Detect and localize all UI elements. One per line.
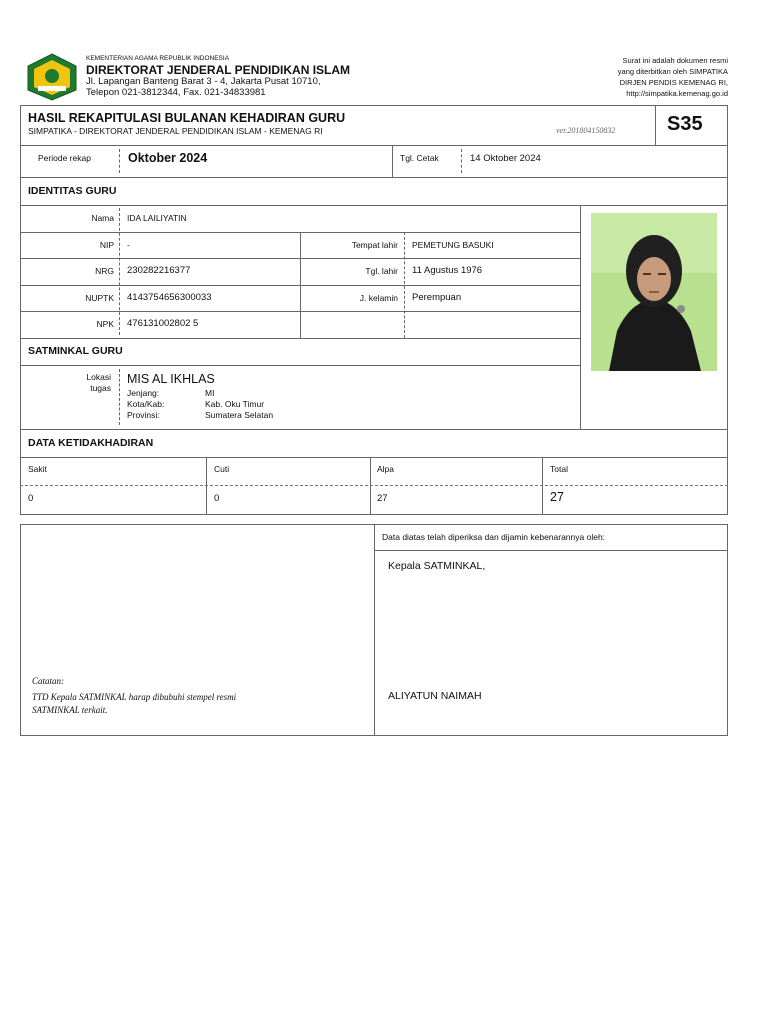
lokasi-label-line-2: tugas xyxy=(90,383,111,393)
kemenag-logo xyxy=(24,52,80,102)
form-code: S35 xyxy=(667,113,703,135)
school-name: MIS AL IKHLAS xyxy=(127,372,215,386)
value-alpa: 27 xyxy=(377,493,388,504)
nama-value: IDA LAILIYATIN xyxy=(127,213,187,223)
directorate-name: DIREKTORAT JENDERAL PENDIDIKAN ISLAM xyxy=(86,63,351,77)
jenjang-label: Jenjang: xyxy=(127,388,160,398)
kepala-title: Kepala SATMINKAL, xyxy=(388,560,486,572)
kelamin-label: J. kelamin xyxy=(359,293,398,303)
kelamin-value: Perempuan xyxy=(412,292,462,303)
nama-label: Nama xyxy=(91,213,114,223)
tempat-lahir-value: PEMETUNG BASUKI xyxy=(412,240,494,250)
note-line-2: yang diterbitkan oleh SIMPATIKA xyxy=(617,67,728,76)
verification-text: Data diatas telah diperiksa dan dijamin kebenarannya oleh: xyxy=(382,532,606,542)
kota-value: Kab. Oku Timur xyxy=(205,399,265,409)
jenjang-value: MI xyxy=(205,388,215,398)
tgl-lahir-label: Tgl. lahir xyxy=(365,266,398,276)
tgl-lahir-value: 11 Agustus 1976 xyxy=(412,265,483,276)
document-title: HASIL REKAPITULASI BULANAN KEHADIRAN GURU xyxy=(28,111,346,125)
column-cuti: Cuti xyxy=(214,464,230,474)
address-line: Jl. Lapangan Banteng Barat 3 - 4, Jakarta Pusat 10710, xyxy=(86,76,321,87)
nip-value: - xyxy=(127,240,130,250)
print-date-value: 14 Oktober 2024 xyxy=(470,153,541,164)
catatan-line-2: SATMINKAL terkait. xyxy=(32,705,108,715)
print-date-label: Tgl. Cetak xyxy=(400,153,439,163)
note-line-1: Surat ini adalah dokumen resmi xyxy=(622,56,728,65)
document-subtitle: SIMPATIKA - DIREKTORAT JENDERAL PENDIDIKAN ISLAM - KEMENAG RI xyxy=(28,126,323,136)
satminkal-heading: SATMINKAL GURU xyxy=(28,345,123,357)
value-total: 27 xyxy=(550,490,564,504)
column-alpa: Alpa xyxy=(377,464,395,474)
nip-label: NIP xyxy=(99,240,114,250)
value-cuti: 0 xyxy=(214,493,220,504)
phone-line: Telepon 021-3812344, Fax. 021-34833981 xyxy=(86,87,266,98)
identitas-heading: IDENTITAS GURU xyxy=(28,185,117,197)
note-url: http://simpatika.kemenag.go.id xyxy=(626,89,728,98)
tempat-lahir-label: Tempat lahir xyxy=(351,240,398,250)
teacher-photo xyxy=(591,213,717,371)
nuptk-value: 4143754656300033 xyxy=(127,292,212,303)
value-sakit: 0 xyxy=(28,493,34,504)
version-label: ver.201804150832 xyxy=(556,126,616,135)
column-sakit: Sakit xyxy=(28,464,47,474)
period-label: Periode rekap xyxy=(38,153,91,163)
period-value: Oktober 2024 xyxy=(128,151,208,165)
nuptk-label: NUPTK xyxy=(85,293,114,303)
note-line-3: DIRJEN PENDIS KEMENAG RI, xyxy=(619,78,728,87)
nrg-value: 230282216377 xyxy=(127,265,191,276)
catatan-line-1: TTD Kepala SATMINKAL harap dibubuhi stempel resmi xyxy=(32,692,237,702)
nrg-label: NRG xyxy=(95,266,114,276)
provinsi-value: Sumatera Selatan xyxy=(205,410,274,420)
ministry-name: KEMENTERIAN AGAMA REPUBLIK INDONESIA xyxy=(86,55,230,62)
signer-name: ALIYATUN NAIMAH xyxy=(388,690,482,702)
catatan-label: Catatan: xyxy=(32,676,65,686)
ketidakhadiran-heading: DATA KETIDAKHADIRAN xyxy=(28,437,154,449)
lokasi-label-line-1: Lokasi xyxy=(86,372,111,382)
npk-value: 476131002802 5 xyxy=(127,318,199,329)
column-total: Total xyxy=(550,464,568,474)
npk-label: NPK xyxy=(96,319,114,329)
kota-label: Kota/Kab: xyxy=(127,399,165,409)
provinsi-label: Provinsi: xyxy=(127,410,160,420)
